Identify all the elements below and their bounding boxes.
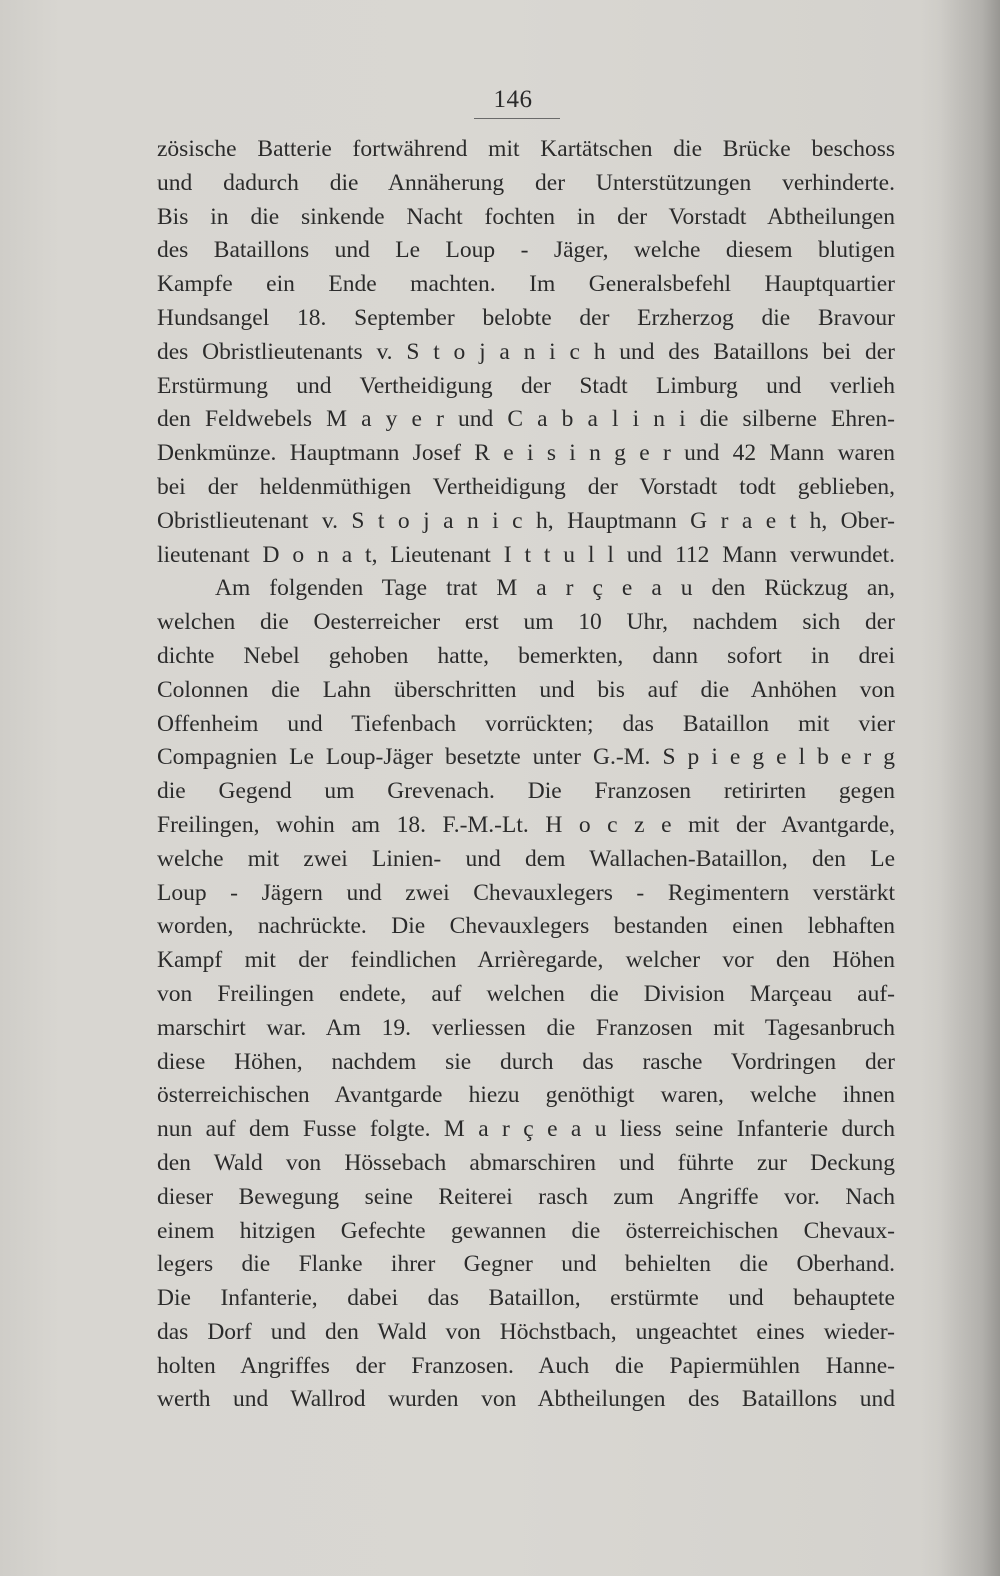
text-line: nun auf dem Fusse folgte. M a r ç e a u liess seine Infanterie durch	[157, 1116, 895, 1143]
text-line: des Obristlieutenants v. S t o j a n i c h und des Bataillons bei der	[157, 338, 895, 365]
text-line: die Gegend um Grevenach. Die Franzosen retirirten gegen	[157, 778, 895, 805]
text-line: Compagnien Le Loup-Jäger besetzte unter G.-M. S p i e g e l b e r g	[157, 744, 895, 771]
text-line: Obristlieutenant v. S t o j a n i c h, Hauptmann G r a e t h, Ober-	[157, 507, 895, 534]
text-line: holten Angriffes der Franzosen. Auch die Papiermühlen Hanne-	[157, 1352, 895, 1379]
text-line: den Wald von Hössebach abmarschiren und führte zur Deckung	[157, 1149, 895, 1176]
text-line: österreichischen Avantgarde hiezu genöthigt waren, welche ihnen	[157, 1082, 895, 1109]
text-line: Erstürmung und Vertheidigung der Stadt Limburg und verlieh	[157, 372, 895, 399]
paragraph-start-line: Am folgenden Tage trat M a r ç e a u den Rückzug an,	[215, 575, 895, 602]
text-line: Denkmünze. Hauptmann Josef R e i s i n g e r und 42 Mann waren	[157, 440, 895, 467]
text-line: den Feldwebels M a y e r und C a b a l i n i die silberne Ehren-	[157, 406, 895, 433]
text-line: Loup - Jägern und zwei Chevauxlegers - Regimentern verstärkt	[157, 879, 895, 906]
text-line: Kampfe ein Ende machten. Im Generalsbefehl Hauptquartier	[157, 271, 895, 298]
text-line: das Dorf und den Wald von Höchstbach, ungeachtet eines wieder-	[157, 1318, 895, 1345]
text-line: zösische Batterie fortwährend mit Kartätschen die Brücke beschoss	[157, 136, 895, 162]
text-line: welchen die Oesterreicher erst um 10 Uhr, nachdem sich der	[157, 609, 895, 636]
text-line: von Freilingen endete, auf welchen die Division Marçeau auf-	[157, 980, 895, 1007]
text-line: Die Infanterie, dabei das Bataillon, erstürmte und behauptete	[157, 1285, 895, 1312]
text-line: Kampf mit der feindlichen Arrièregarde, welcher vor den Höhen	[157, 947, 895, 974]
text-line: Bis in die sinkende Nacht fochten in der Vorstadt Abtheilungen	[157, 203, 895, 230]
text-line: einem hitzigen Gefechte gewannen die österreichischen Chevaux-	[157, 1217, 895, 1244]
text-line: Freilingen, wohin am 18. F.-M.-Lt. H o c z e mit der Avantgarde,	[157, 811, 895, 838]
text-line: werth und Wallrod wurden von Abtheilungen des Bataillons und	[157, 1386, 895, 1413]
text-line: Colonnen die Lahn überschritten und bis auf die Anhöhen von	[157, 676, 895, 703]
page-number: 146	[493, 86, 533, 113]
text-line: legers die Flanke ihrer Gegner und behielten die Oberhand.	[157, 1251, 895, 1278]
text-line: des Bataillons und Le Loup - Jäger, welche diesem blutigen	[157, 237, 895, 264]
text-line: und dadurch die Annäherung der Unterstützungen verhinderte.	[157, 169, 895, 196]
text-line: Offenheim und Tiefenbach vorrückten; das Bataillon mit vier	[157, 710, 895, 737]
body-text	[157, 133, 895, 1417]
page-edge-shadow	[940, 0, 1000, 1576]
text-line: welche mit zwei Linien- und dem Wallachen-Bataillon, den Le	[157, 845, 895, 872]
text-line: marschirt war. Am 19. verliessen die Franzosen mit Tagesanbruch	[157, 1014, 895, 1041]
text-line: diese Höhen, nachdem sie durch das rasche Vordringen der	[157, 1048, 895, 1075]
text-line: bei der heldenmüthigen Vertheidigung der Vorstadt todt geblieben,	[157, 473, 895, 500]
text-line: worden, nachrückte. Die Chevauxlegers bestanden einen lebhaften	[157, 913, 895, 940]
text-line: Hundsangel 18. September belobte der Erzherzog die Bravour	[157, 304, 895, 331]
text-line: lieutenant D o n a t, Lieutenant I t t u l l und 112 Mann verwundet.	[157, 541, 895, 568]
page-number-rule	[474, 118, 560, 119]
text-line: dichte Nebel gehoben hatte, bemerkten, dann sofort in drei	[157, 642, 895, 669]
text-line: dieser Bewegung seine Reiterei rasch zum Angriffe vor. Nach	[157, 1183, 895, 1210]
